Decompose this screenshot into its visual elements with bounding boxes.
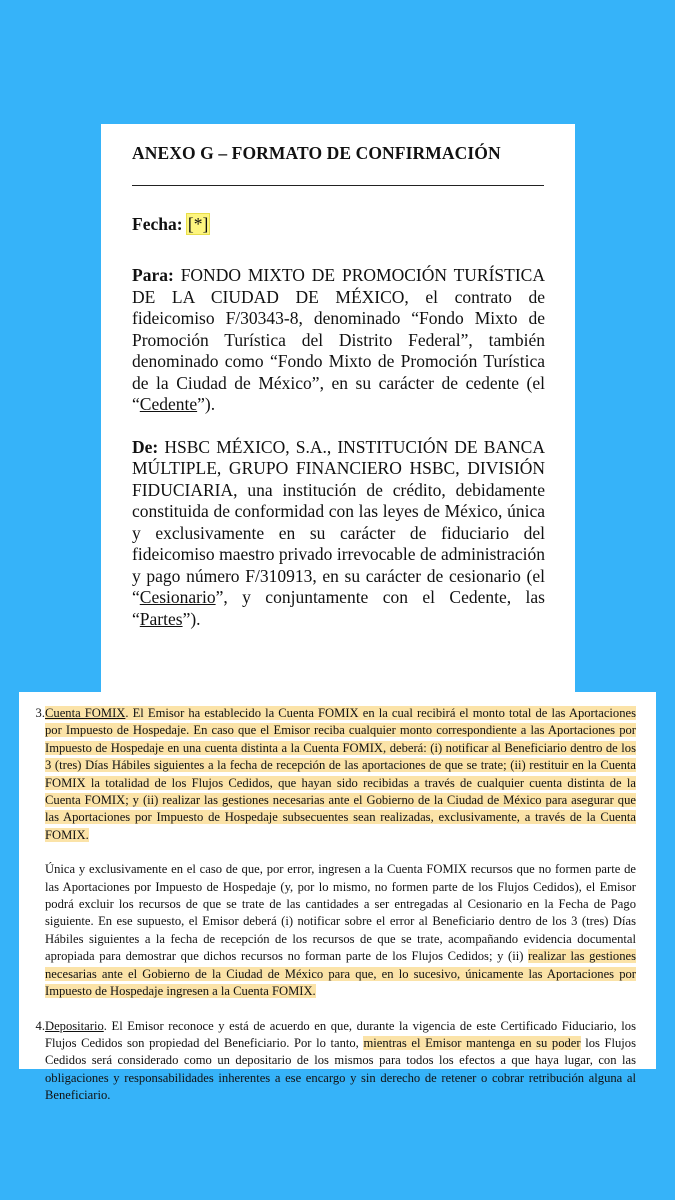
de-sender-block [132,437,545,631]
clause-number: 3. [35,706,45,720]
clause-3-heading: Cuenta FOMIX [45,706,126,720]
de-text-end: ”). [182,608,201,629]
document-title: ANEXO G – FORMATO DE CONFIRMACIÓN [132,143,501,163]
de-text: HSBC MÉXICO, S.A., INSTITUCIÓN DE BANCA MÚLTIPLE, GRUPO FINANCIERO HSBC, DIVISIÓN FIDUCIARIA, una institución de crédito, debidamente constituida de conformidad con las leyes de México, única y exclusivamente en su carácter de fiduciario del fideicomiso maestro privado irrevocable de administración y pago número F/310913, en su carácter de cesionario (el “ [132,436,545,607]
clause-4-highlight: mientras el Emisor mantenga en su poder [363,1035,581,1050]
paragraph-error-text: Única y exclusivamente en el caso de que, por error, ingresen a la Cuenta FOMIX recursos que no formen parte de las Aportaciones por Impuesto de Hospedaje (y, por lo mismo, no formen parte de los Flujos Cedidos), el Emisor podrá excluir los recursos de que se trate de las cantidades a ser entregadas al Cesionario en la Fecha de Pago siguiente. En ese supuesto, el Emisor deberá (i) notificar sobre el error al Beneficiario dentro de los 3 (tres) Días Hábiles siguientes a la fecha de recepción de los recursos de que se trate, acompañando evidencia documental apropiada para demostrar que dichos recursos no forman parte de los Flujos Cedidos; y (ii) [45,862,636,964]
certificate-clauses-excerpt [19,692,656,1103]
para-label: Para: [132,265,174,285]
para-text: FONDO MIXTO DE PROMOCIÓN TURÍSTICA DE LA CIUDAD DE MÉXICO, el contrato de fideicomiso F/30343-8, denominado “Fondo Mixto de Promoción Turística del Distrito Federal”, también denominado como “Fondo Mixto de Promoción Turística de la Ciudad de México”, en su carácter de cedente (el “ [132,265,545,414]
clause-3-body [45,705,636,844]
para-recipient-block [132,265,545,416]
date-placeholder: [*] [187,214,209,234]
de-label: De: [132,436,159,457]
defined-term-cedente: Cedente [139,394,198,414]
de-text-mid: ”, y conjuntamente con el Cedente, las “ [132,587,545,629]
clause-4-depositario [19,1018,636,1105]
paragraph-error-funds [45,861,636,1000]
date-label: Fecha: [132,214,183,234]
clause-4-text-end: los Flujos Cedidos será considerado como un depositario de los mismos para todos los efectos a que haya lugar, con las obligaciones y responsabilidades inherentes a ese encargo y sin derecho de retener o cobrar retribución alguna al Beneficiario. [45,1035,636,1103]
defined-term-partes: Partes [139,608,183,629]
clause-number: 4. [35,1018,45,1033]
title-divider [132,185,544,186]
defined-term-cesionario: Cesionario [139,587,216,607]
date-line [132,214,545,235]
annex-g-document-excerpt [101,124,575,694]
clause-4-body [45,1018,636,1105]
clause-3-highlighted-text [45,706,636,842]
clause-3-text: . El Emisor ha establecido la Cuenta FOMIX en la cual recibirá el monto total de las Aportaciones por Impuesto de Hospedaje. En caso que el Emisor reciba cualquier monto correspondiente a las Aportaciones por Impuesto de Hospedaje en una cuenta distinta a la Cuenta FOMIX, deberá: (i) notificar al Beneficiario dentro de los 3 (tres) Días Hábiles siguientes a la fecha de recepción de las aportaciones de que se trate; (ii) restituir en la Cuenta FOMIX la totalidad de los Flujos Cedidos, que hayan sido recibidas a través de cualquier cuenta distinta de la Cuenta FOMIX; y (ii) realizar las gestiones necesarias ante el Gobierno de la Ciudad de México para asegurar que las Aportaciones por Impuesto de Hospedaje subsecuentes sean realizadas, exclusivamente, a través de la Cuenta FOMIX. [45,706,636,842]
clause-3-cuenta-fomix [19,705,636,844]
paragraph-error-highlight: realizar las gestiones necesarias ante el Gobierno de la Ciudad de México para que, en lo sucesivo, únicamente las Aportaciones por Impuesto de Hospedaje ingresen a la Cuenta FOMIX. [45,949,636,999]
clause-4-heading: Depositario [45,1018,104,1033]
para-text-end: ”). [197,394,216,414]
clause-4-text: . El Emisor reconoce y está de acuerdo en que, durante la vigencia de este Certificado Fiduciario, los Flujos Cedidos son propiedad del Beneficiario. Por lo tanto, [45,1018,636,1050]
